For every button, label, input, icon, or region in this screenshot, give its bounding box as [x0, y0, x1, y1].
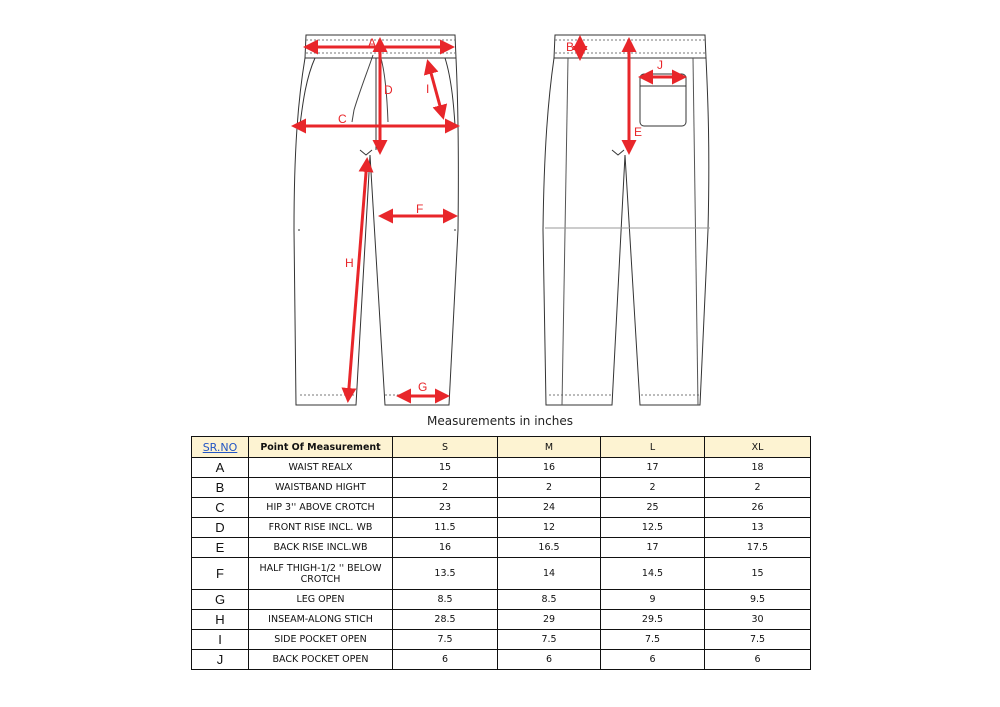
row-size-m: 16.5	[498, 538, 601, 558]
measurements-caption: Measurements in inches	[427, 414, 573, 428]
row-size-m: 14	[498, 558, 601, 590]
header-size-xl: XL	[705, 437, 811, 458]
row-code: A	[192, 458, 249, 478]
label-f: F	[416, 202, 424, 216]
header-sr-no[interactable]: SR.NO	[192, 437, 249, 458]
table-row	[192, 458, 811, 478]
row-size-m: 2	[498, 478, 601, 498]
row-size-xl: 15	[705, 558, 811, 590]
row-size-s: 11.5	[393, 518, 498, 538]
row-size-l: 17	[601, 458, 705, 478]
header-size-l: L	[601, 437, 705, 458]
row-size-l: 12.5	[601, 518, 705, 538]
table-header-row	[192, 437, 811, 458]
row-size-l: 29.5	[601, 610, 705, 630]
drawstring-left	[352, 55, 373, 122]
label-i: I	[426, 82, 430, 96]
row-size-s: 15	[393, 458, 498, 478]
table-row	[192, 538, 811, 558]
row-code: E	[192, 538, 249, 558]
row-size-l: 17	[601, 538, 705, 558]
table-row	[192, 498, 811, 518]
row-size-l: 14.5	[601, 558, 705, 590]
row-code: F	[192, 558, 249, 590]
row-size-m: 29	[498, 610, 601, 630]
label-e: E	[634, 125, 643, 139]
label-h: H	[345, 256, 354, 270]
row-point: WAIST REALX	[249, 458, 393, 478]
label-j: J	[657, 58, 663, 72]
row-size-s: 13.5	[393, 558, 498, 590]
row-size-m: 24	[498, 498, 601, 518]
row-point: INSEAM-ALONG STICH	[249, 610, 393, 630]
row-size-xl: 2	[705, 478, 811, 498]
row-size-xl: 17.5	[705, 538, 811, 558]
row-point: HALF THIGH-1/2 '' BELOW CROTCH	[249, 558, 393, 590]
row-size-xl: 13	[705, 518, 811, 538]
header-point-of-measurement: Point Of Measurement	[249, 437, 393, 458]
table-row	[192, 558, 811, 590]
row-point: LEG OPEN	[249, 590, 393, 610]
row-code: H	[192, 610, 249, 630]
row-size-xl: 9.5	[705, 590, 811, 610]
row-size-xl: 30	[705, 610, 811, 630]
header-size-s: S	[393, 437, 498, 458]
row-code: J	[192, 650, 249, 670]
table-row	[192, 650, 811, 670]
row-size-m: 6	[498, 650, 601, 670]
table-row	[192, 610, 811, 630]
row-size-xl: 7.5	[705, 630, 811, 650]
row-code: I	[192, 630, 249, 650]
row-size-l: 25	[601, 498, 705, 518]
row-point: BACK RISE INCL.WB	[249, 538, 393, 558]
row-size-m: 12	[498, 518, 601, 538]
label-b: B	[566, 40, 575, 54]
row-size-m: 16	[498, 458, 601, 478]
row-size-s: 8.5	[393, 590, 498, 610]
row-size-l: 9	[601, 590, 705, 610]
table-row	[192, 630, 811, 650]
row-point: BACK POCKET OPEN	[249, 650, 393, 670]
row-code: G	[192, 590, 249, 610]
back-view-pants	[543, 35, 710, 405]
label-a: A	[368, 36, 377, 50]
row-size-m: 7.5	[498, 630, 601, 650]
header-size-m: M	[498, 437, 601, 458]
row-code: C	[192, 498, 249, 518]
back-pants-outline	[543, 58, 709, 405]
row-size-l: 7.5	[601, 630, 705, 650]
row-point: SIDE POCKET OPEN	[249, 630, 393, 650]
row-point: WAISTBAND HIGHT	[249, 478, 393, 498]
row-size-l: 2	[601, 478, 705, 498]
back-pocket	[640, 74, 686, 126]
label-g: G	[418, 380, 428, 394]
row-size-l: 6	[601, 650, 705, 670]
table-row	[192, 518, 811, 538]
row-size-s: 7.5	[393, 630, 498, 650]
row-point: HIP 3'' ABOVE CROTCH	[249, 498, 393, 518]
row-code: D	[192, 518, 249, 538]
table-row	[192, 478, 811, 498]
measurement-table	[191, 436, 811, 670]
front-view-pants	[294, 35, 458, 405]
row-size-xl: 26	[705, 498, 811, 518]
row-size-s: 6	[393, 650, 498, 670]
measurement-arrows	[294, 38, 684, 400]
row-code: B	[192, 478, 249, 498]
label-d: D	[384, 83, 393, 97]
label-c: C	[338, 112, 347, 126]
table-row	[192, 590, 811, 610]
row-size-xl: 6	[705, 650, 811, 670]
row-size-s: 2	[393, 478, 498, 498]
row-size-s: 16	[393, 538, 498, 558]
row-size-s: 23	[393, 498, 498, 518]
row-size-s: 28.5	[393, 610, 498, 630]
row-point: FRONT RISE INCL. WB	[249, 518, 393, 538]
row-size-xl: 18	[705, 458, 811, 478]
row-size-m: 8.5	[498, 590, 601, 610]
